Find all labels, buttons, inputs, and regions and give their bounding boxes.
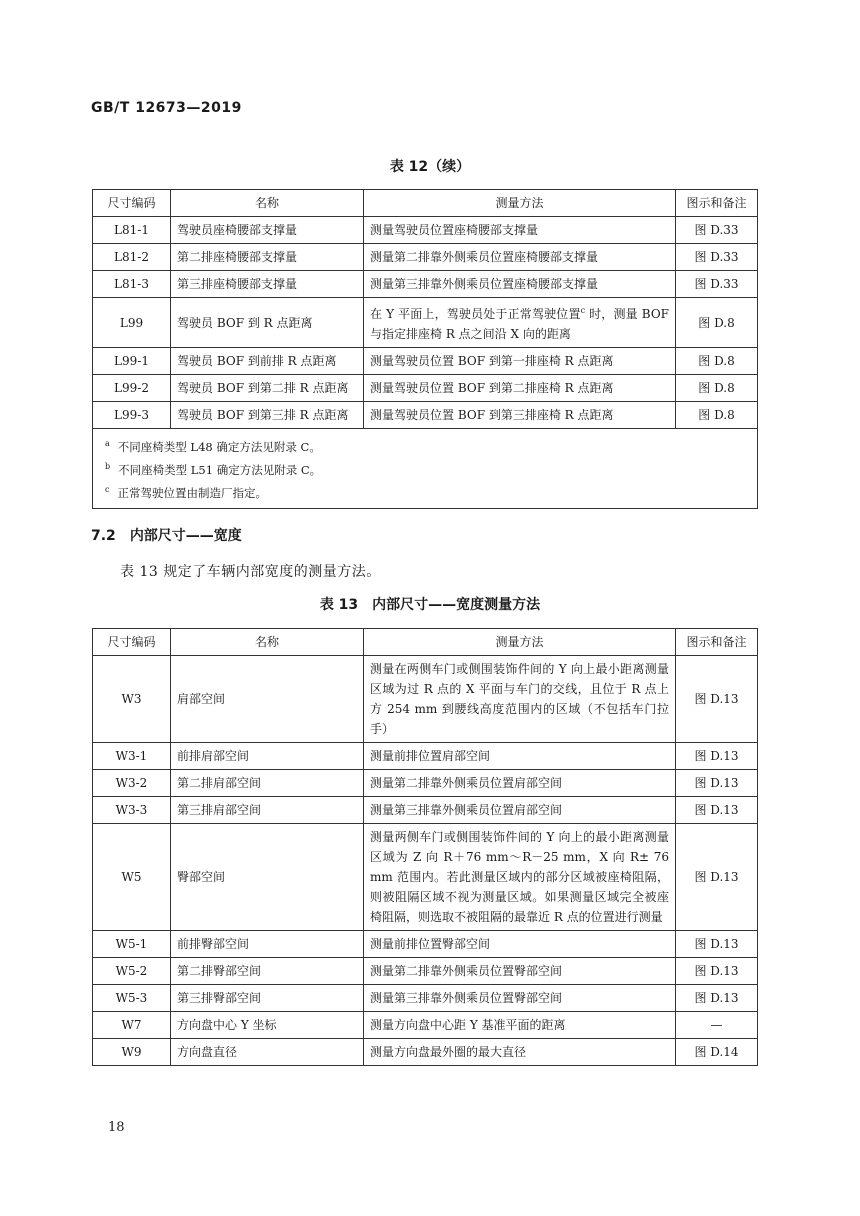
column-header: 尺寸编码 [93,190,171,217]
dimension-code: W5-3 [93,985,171,1012]
section-title: 内部尺寸——宽度 [129,528,242,544]
figure-reference: 图 D.13 [676,656,758,743]
dimension-code: L99-3 [93,402,171,429]
dimension-code: W3-2 [93,770,171,797]
dimension-name: 第二排臀部空间 [171,958,364,985]
dimension-code: L81-3 [93,271,171,298]
figure-reference: 图 D.13 [676,743,758,770]
table-row [93,743,758,770]
table12 [92,189,758,509]
column-header: 图示和备注 [676,629,758,656]
measurement-method: 测量第二排靠外侧乘员位置臀部空间 [364,958,676,985]
dimension-name: 驾驶员 BOF 到第三排 R 点距离 [171,402,364,429]
table-row [93,770,758,797]
section-heading [91,525,242,545]
measurement-method: 测量第二排靠外侧乘员位置座椅腰部支撑量 [364,244,676,271]
measurement-method: 测量方向盘中心距 Y 基准平面的距离 [364,1012,676,1039]
dimension-code: W7 [93,1012,171,1039]
footnote-marker: c [105,484,110,494]
method-text-continued: 时，测量 BOF 与指定排座椅 R 点之间沿 X 向的距离 [370,307,669,341]
measurement-method: 测量方向盘最外圈的最大直径 [364,1039,676,1066]
table-footnotes [93,429,758,509]
dimension-code: L99 [93,298,171,348]
method-text: 在 Y 平面上，驾驶员处于正常驾驶位置 [370,307,581,321]
figure-reference: 图 D.8 [676,402,758,429]
measurement-method: 测量驾驶员位置 BOF 到第一排座椅 R 点距离 [364,348,676,375]
measurement-method: 测量前排位置臀部空间 [364,931,676,958]
measurement-method: 测量第三排靠外侧乘员位置座椅腰部支撑量 [364,271,676,298]
section-intro: 表 13 规定了车辆内部宽度的测量方法。 [120,564,381,580]
dimension-name: 第三排臀部空间 [171,985,364,1012]
footnote [105,457,747,480]
dimension-name: 第三排肩部空间 [171,797,364,824]
measurement-method: 测量前排位置肩部空间 [364,743,676,770]
measurement-method: 测量驾驶员位置 BOF 到第二排座椅 R 点距离 [364,375,676,402]
column-header: 测量方法 [364,190,676,217]
footnote-marker: b [105,461,111,471]
measurement-method: 测量两侧车门或侧围装饰件间的 Y 向上的最小距离测量区域为 Z 向 R＋76 mm～R－25 mm，X 向 R± 76 mm 范围内。若此测量区域内的部分区域被座椅阻隔，则被阻隔区域不视为测量区域。如果测量区域完全被座椅阻隔，则选取不被阻隔的最靠近 R 点的位置进行测量 [364,824,676,931]
measurement-method: 测量第二排靠外侧乘员位置肩部空间 [364,770,676,797]
footnote-marker: a [105,439,110,448]
figure-reference: 图 D.13 [676,797,758,824]
measurement-method: 测量在两侧车门或侧围装饰件间的 Y 向上最小距离测量区域为过 R 点的 X 平面与车门的交线，且位于 R 点上方 254 mm 到腰线高度范围内的区域（不包括车门拉手） [364,656,676,743]
table12-title: 表 12（续） [389,159,471,175]
dimension-name: 驾驶员 BOF 到第二排 R 点距离 [171,375,364,402]
column-header: 名称 [171,190,364,217]
table-row [93,271,758,298]
column-header: 图示和备注 [676,190,758,217]
page-number: 18 [108,1120,125,1135]
footnote [105,434,747,457]
measurement-method: 测量第三排靠外侧乘员位置臀部空间 [364,985,676,1012]
dimension-code: W3-1 [93,743,171,770]
table-row [93,402,758,429]
dimension-code: W5 [93,824,171,931]
footnote-text: 不同座椅类型 L48 确定方法见附录 C。 [117,439,321,454]
figure-reference: 图 D.8 [676,375,758,402]
dimension-code: W5-2 [93,958,171,985]
table-row [93,1012,758,1039]
table-row [93,656,758,743]
column-header: 测量方法 [364,629,676,656]
dimension-name: 臀部空间 [171,824,364,931]
measurement-method: 测量驾驶员位置座椅腰部支撑量 [364,217,676,244]
column-header: 名称 [171,629,364,656]
table12-header-row [93,190,758,217]
table13 [92,628,758,1066]
table-row [93,1039,758,1066]
dimension-name: 方向盘中心 Y 坐标 [171,1012,364,1039]
figure-reference: 图 D.13 [676,824,758,931]
table-row [93,217,758,244]
section-number: 7.2 [91,528,116,544]
measurement-method: 测量驾驶员位置 BOF 到第三排座椅 R 点距离 [364,402,676,429]
measurement-method: 测量第三排靠外侧乘员位置肩部空间 [364,797,676,824]
figure-reference: 图 D.8 [676,298,758,348]
dimension-code: W5-1 [93,931,171,958]
dimension-name: 驾驶员座椅腰部支撑量 [171,217,364,244]
table-row [93,824,758,931]
dimension-name: 肩部空间 [171,656,364,743]
table12-notes-row [93,429,758,509]
dimension-code: W3-3 [93,797,171,824]
figure-reference: 图 D.13 [676,958,758,985]
measurement-method [364,298,676,348]
dimension-name: 驾驶员 BOF 到前排 R 点距离 [171,348,364,375]
dimension-code: W3 [93,656,171,743]
dimension-name: 方向盘直径 [171,1039,364,1066]
table-row [93,931,758,958]
figure-reference: — [676,1012,758,1039]
footnote [105,480,747,503]
figure-reference: 图 D.33 [676,244,758,271]
dimension-name: 第二排座椅腰部支撑量 [171,244,364,271]
table13-title: 表 13 内部尺寸——宽度测量方法 [319,597,541,613]
dimension-code: W9 [93,1039,171,1066]
footnote-text: 正常驾驶位置由制造厂指定。 [117,485,267,500]
figure-reference: 图 D.8 [676,348,758,375]
dimension-name: 前排肩部空间 [171,743,364,770]
table-row [93,985,758,1012]
figure-reference: 图 D.13 [676,770,758,797]
table-row [93,797,758,824]
dimension-name: 第二排肩部空间 [171,770,364,797]
dimension-code: L99-1 [93,348,171,375]
dimension-name: 第三排座椅腰部支撑量 [171,271,364,298]
dimension-code: L99-2 [93,375,171,402]
figure-reference: 图 D.13 [676,931,758,958]
dimension-code: L81-1 [93,217,171,244]
table-row [93,244,758,271]
footnote-text: 不同座椅类型 L51 确定方法见附录 C。 [118,462,322,477]
figure-reference: 图 D.33 [676,217,758,244]
figure-reference: 图 D.13 [676,985,758,1012]
standard-number: GB/T 12673—2019 [91,100,242,116]
figure-reference: 图 D.33 [676,271,758,298]
table-row [93,958,758,985]
dimension-code: L81-2 [93,244,171,271]
figure-reference: 图 D.14 [676,1039,758,1066]
table13-header-row [93,629,758,656]
footnote-marker: c [580,306,586,315]
table-row [93,375,758,402]
dimension-name: 前排臀部空间 [171,931,364,958]
table-row [93,298,758,348]
table-row [93,348,758,375]
dimension-name: 驾驶员 BOF 到 R 点距离 [171,298,364,348]
column-header: 尺寸编码 [93,629,171,656]
